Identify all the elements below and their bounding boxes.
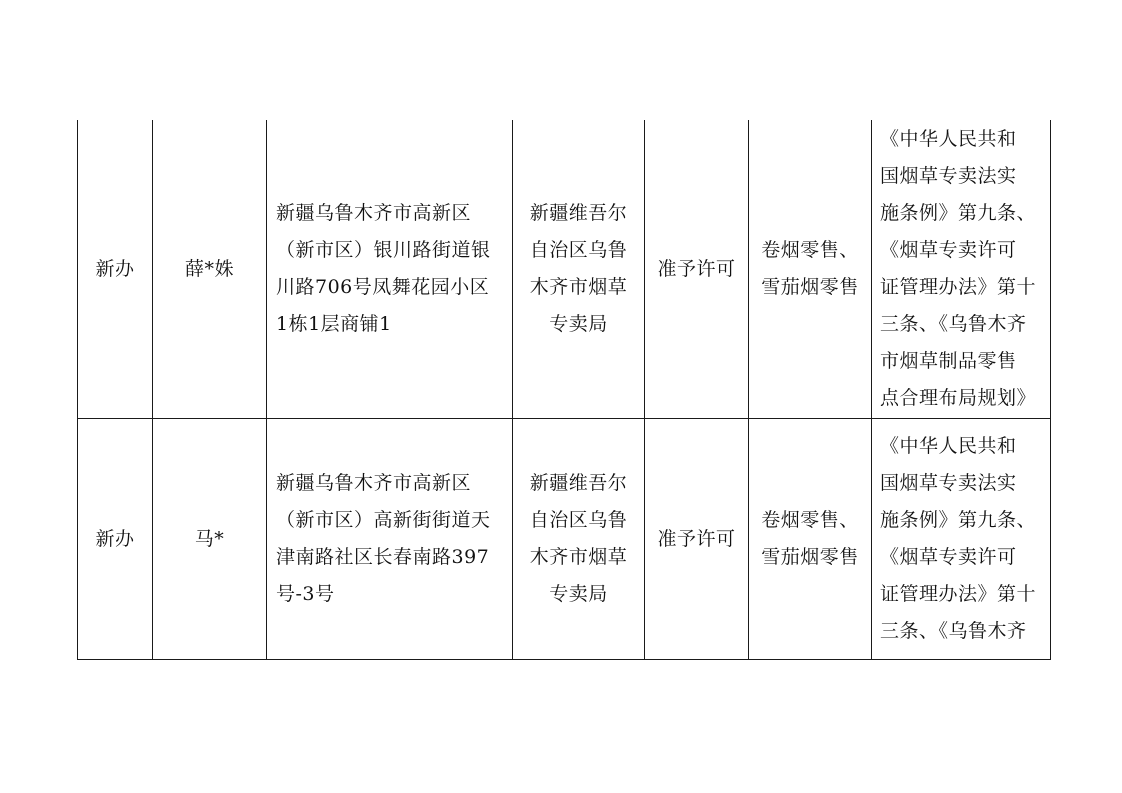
authority-text: 新疆维吾尔 自治区乌鲁 木齐市烟草 专卖局 [529, 202, 628, 335]
address-text: 新疆乌鲁木齐市高新区 （新市区）高新街街道天 津南路社区长春南路397 号-3号 [276, 472, 491, 605]
scope-text: 卷烟零售、 雪茄烟零售 [761, 509, 859, 568]
decision-cell [645, 419, 749, 660]
name-text: 马* [194, 527, 225, 550]
scope-text: 卷烟零售、 雪茄烟零售 [761, 239, 859, 298]
action-cell [78, 419, 153, 660]
name-text: 薛*姝 [184, 257, 234, 280]
action-text: 新办 [95, 527, 135, 550]
license-table [77, 120, 1051, 660]
address-cell [267, 120, 513, 419]
table-row [78, 120, 1051, 419]
address-cell [267, 419, 513, 660]
name-cell [153, 120, 267, 419]
table-row [78, 419, 1051, 660]
decision-text: 准予许可 [657, 257, 736, 280]
name-cell [153, 419, 267, 660]
scope-cell [749, 120, 872, 419]
action-text: 新办 [95, 257, 135, 280]
basis-text: 《中华人民共和 国烟草专卖法实 施条例》第九条、 《烟草专卖许可 证管理办法》第十 三条、《乌鲁木齐 市烟草制品零售 点合理布局规划》 [880, 128, 1037, 409]
action-cell [78, 120, 153, 419]
authority-text: 新疆维吾尔 自治区乌鲁 木齐市烟草 专卖局 [529, 472, 628, 605]
basis-text: 《中华人民共和 国烟草专卖法实 施条例》第九条、 《烟草专卖许可 证管理办法》第十 三条、《乌鲁木齐 [880, 435, 1037, 642]
basis-cell [872, 120, 1051, 419]
basis-cell [872, 419, 1051, 660]
scope-cell [749, 419, 872, 660]
authority-cell [513, 120, 645, 419]
decision-text: 准予许可 [657, 527, 736, 550]
decision-cell [645, 120, 749, 419]
address-text: 新疆乌鲁木齐市高新区 （新市区）银川路街道银 川路706号凤舞花园小区 1栋1层商铺1 [276, 202, 491, 335]
authority-cell [513, 419, 645, 660]
